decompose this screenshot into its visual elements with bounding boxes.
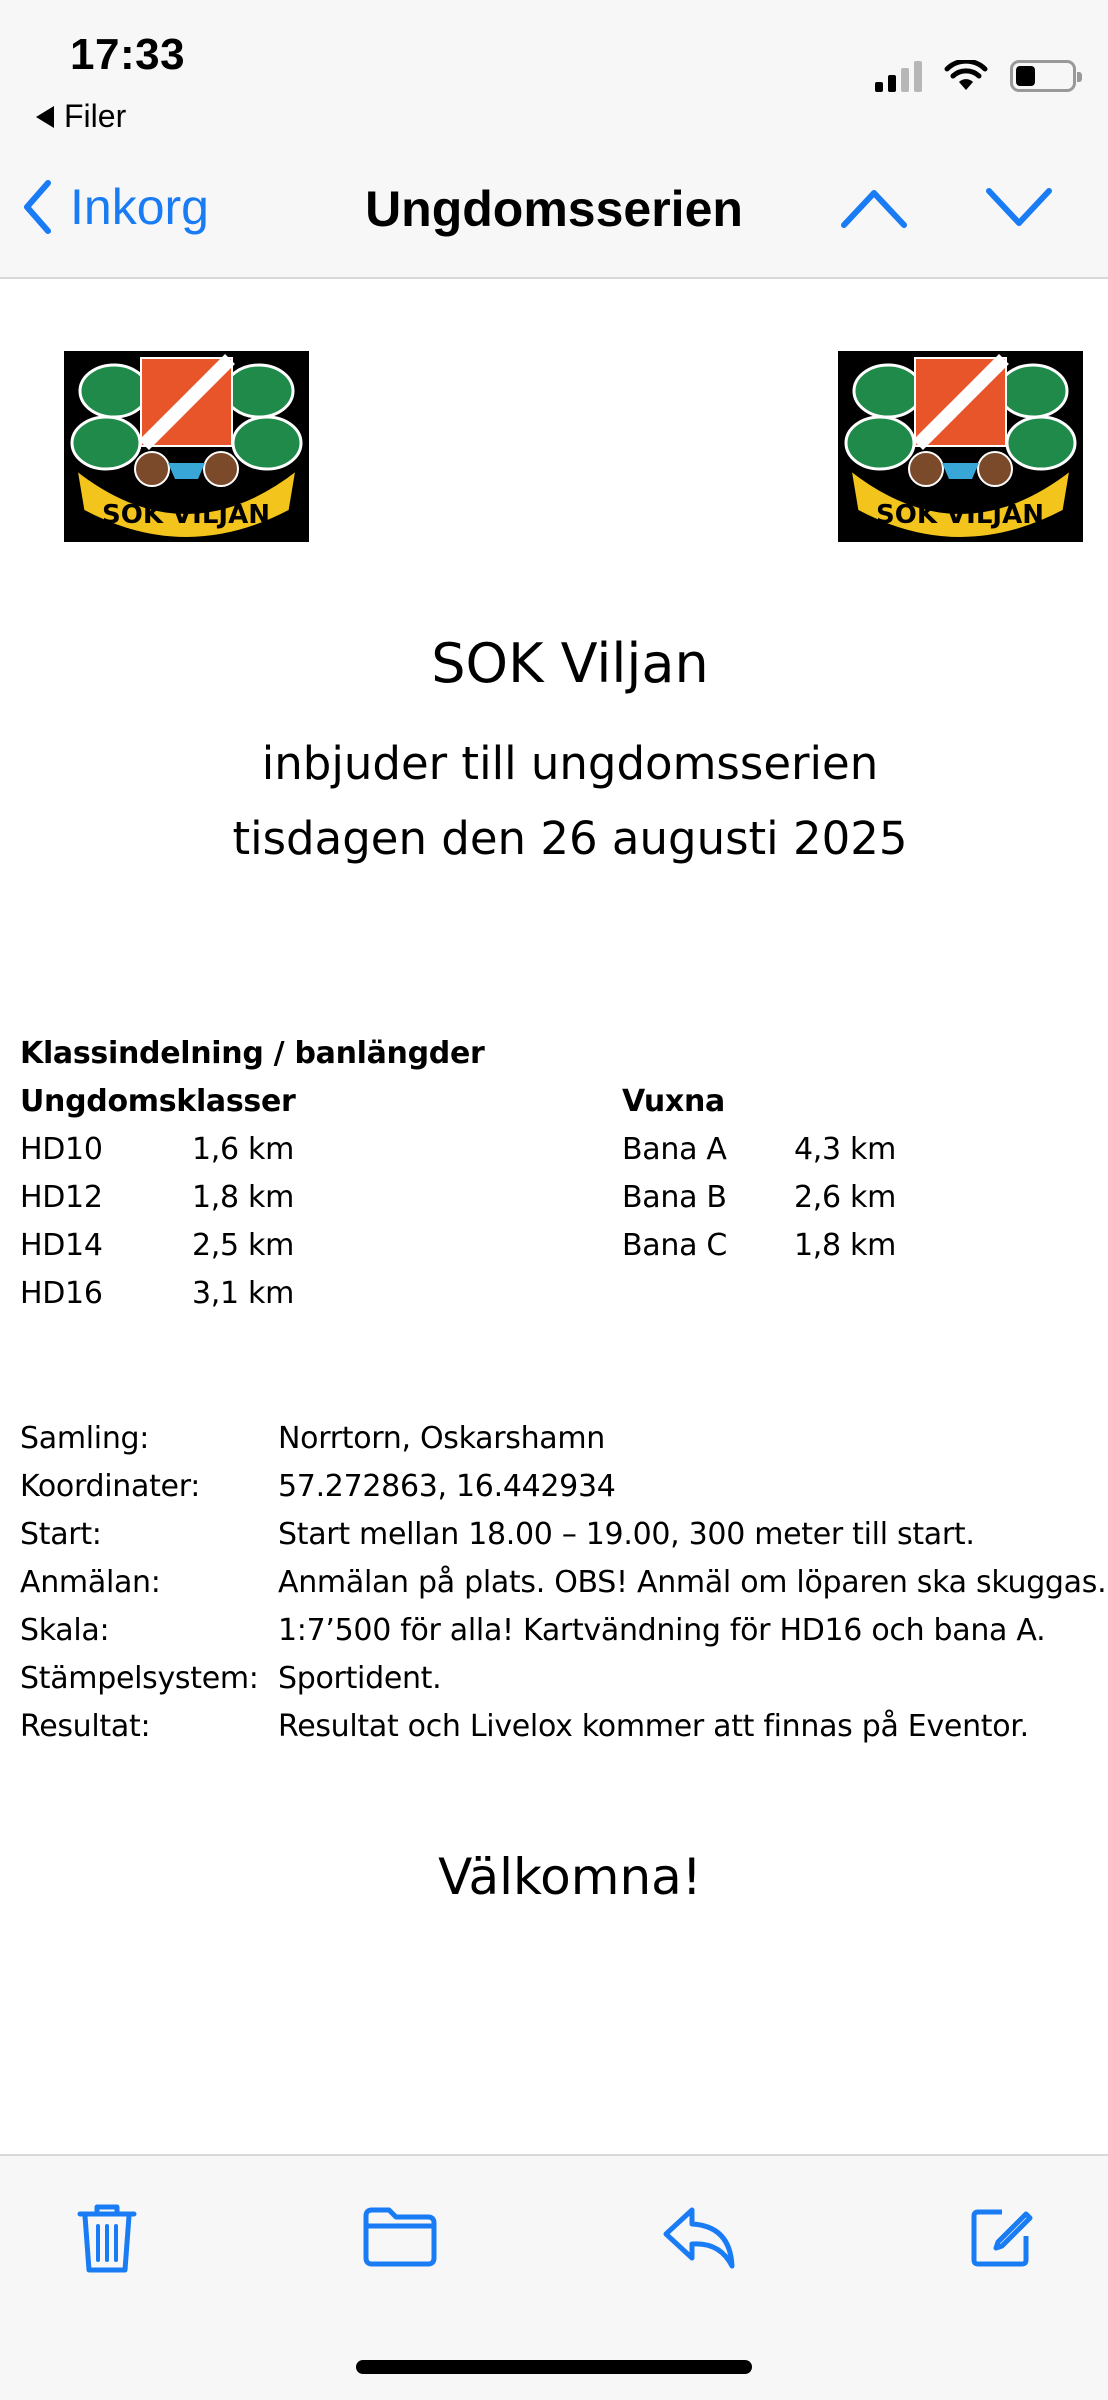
youth-class-name: HD14 bbox=[20, 1228, 103, 1263]
adult-class-length: 2,6 km bbox=[794, 1180, 897, 1215]
trash-icon bbox=[72, 2200, 142, 2276]
adult-class-name: Bana B bbox=[622, 1180, 727, 1215]
youth-class-length: 1,8 km bbox=[192, 1180, 295, 1215]
compose-button[interactable] bbox=[968, 2202, 1036, 2275]
status-time: 17:33 bbox=[70, 30, 186, 79]
cellular-signal-icon bbox=[875, 60, 922, 92]
detail-value: Norrtorn, Oskarshamn bbox=[278, 1421, 606, 1456]
detail-value: 1:7’500 för alla! Kartvändning för HD16 och bana A. bbox=[278, 1613, 1046, 1648]
chevron-up-icon bbox=[840, 185, 908, 231]
invitation-line-1: inbjuder till ungdomsserien bbox=[261, 737, 879, 790]
adult-class-length: 1,8 km bbox=[794, 1228, 897, 1263]
detail-value: 57.272863, 16.442934 bbox=[278, 1469, 616, 1504]
youth-classes-heading: Ungdomsklasser bbox=[20, 1084, 296, 1119]
move-to-folder-button[interactable] bbox=[362, 2206, 438, 2273]
youth-class-name: HD16 bbox=[20, 1276, 103, 1311]
reply-icon bbox=[662, 2204, 738, 2270]
battery-fill bbox=[1016, 66, 1035, 86]
back-to-app-label: Filer bbox=[64, 98, 127, 134]
club-logo-left bbox=[64, 351, 309, 542]
detail-value: Anmälan på plats. OBS! Anmäl om löparen ska skuggas. bbox=[278, 1565, 1107, 1600]
previous-message-button[interactable] bbox=[840, 185, 908, 236]
status-icons bbox=[875, 60, 1076, 92]
adult-classes-heading: Vuxna bbox=[622, 1084, 725, 1119]
next-message-button[interactable] bbox=[985, 185, 1053, 236]
detail-label: Skala: bbox=[20, 1613, 110, 1648]
adult-class-name: Bana C bbox=[622, 1228, 728, 1263]
nav-title: Ungdomsserien bbox=[365, 181, 743, 237]
inbox-back-label: Inkorg bbox=[70, 179, 209, 235]
detail-label: Resultat: bbox=[20, 1709, 151, 1744]
youth-class-length: 3,1 km bbox=[192, 1276, 295, 1311]
detail-value: Resultat och Livelox kommer att finnas på Eventor. bbox=[278, 1709, 1029, 1744]
adult-class-length: 4,3 km bbox=[794, 1132, 897, 1167]
detail-label: Stämpelsystem: bbox=[20, 1661, 259, 1696]
youth-class-length: 2,5 km bbox=[192, 1228, 295, 1263]
home-indicator[interactable] bbox=[356, 2360, 752, 2374]
compose-icon bbox=[968, 2202, 1036, 2270]
top-bar bbox=[0, 0, 1108, 279]
detail-label: Samling: bbox=[20, 1421, 150, 1456]
adult-class-name: Bana A bbox=[622, 1132, 727, 1167]
youth-class-name: HD12 bbox=[20, 1180, 103, 1215]
classes-heading: Klassindelning / banlängder bbox=[20, 1036, 485, 1071]
battery-icon bbox=[1010, 60, 1076, 92]
club-name: SOK Viljan bbox=[431, 632, 709, 695]
folder-icon bbox=[362, 2206, 438, 2268]
invitation-line-2: tisdagen den 26 augusti 2025 bbox=[232, 812, 908, 865]
youth-class-length: 1,6 km bbox=[192, 1132, 295, 1167]
welcome-text: Välkomna! bbox=[438, 1848, 702, 1906]
logo-lettering: SOK VILJAN bbox=[102, 500, 270, 530]
detail-value: Start mellan 18.00 – 19.00, 300 meter till start. bbox=[278, 1517, 975, 1552]
back-triangle-icon bbox=[36, 106, 54, 128]
reply-button[interactable] bbox=[662, 2204, 738, 2275]
back-to-app-link[interactable] bbox=[36, 98, 126, 135]
delete-button[interactable] bbox=[72, 2200, 142, 2281]
detail-label: Koordinater: bbox=[20, 1469, 201, 1504]
youth-class-name: HD10 bbox=[20, 1132, 103, 1167]
detail-value: Sportident. bbox=[278, 1661, 442, 1696]
club-logo-right bbox=[838, 351, 1083, 542]
wifi-icon bbox=[944, 60, 988, 92]
logo-lettering: SOK VILJAN bbox=[876, 500, 1044, 530]
detail-label: Anmälan: bbox=[20, 1565, 161, 1600]
detail-label: Start: bbox=[20, 1517, 102, 1552]
chevron-down-icon bbox=[985, 185, 1053, 231]
